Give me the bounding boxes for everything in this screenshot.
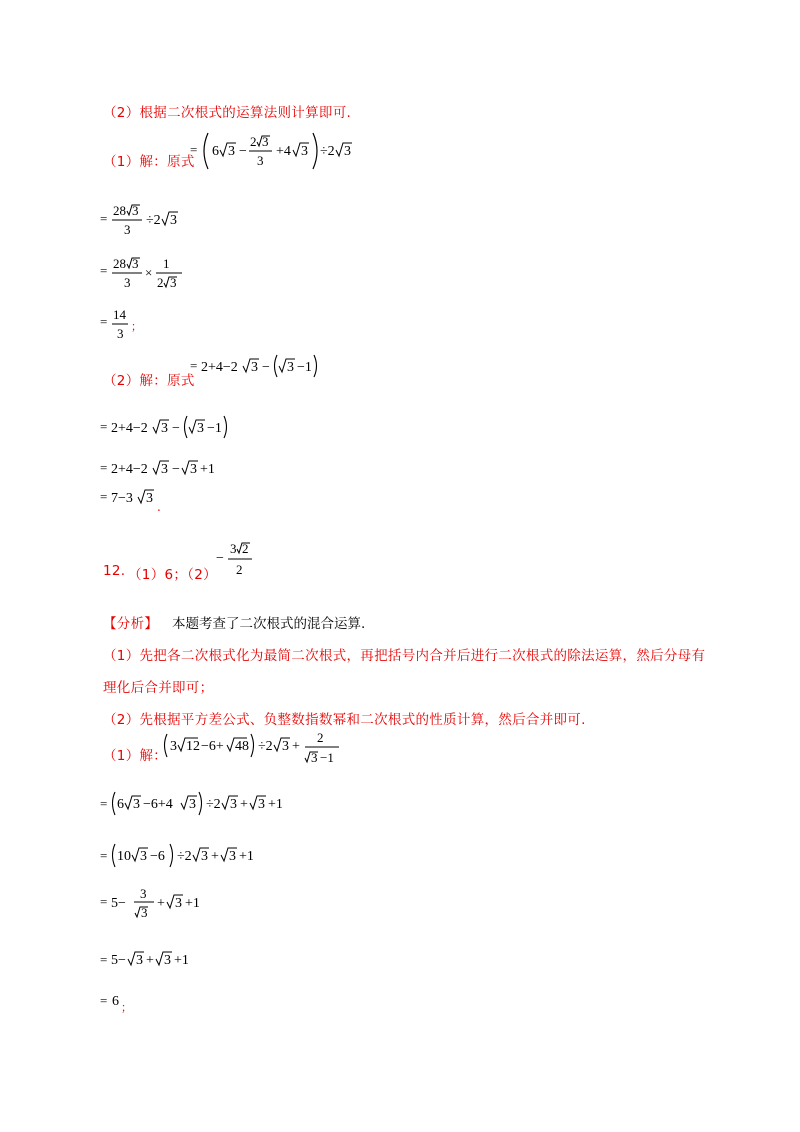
svg-text:−1: −1 (207, 421, 222, 436)
svg-text:3: 3 (133, 797, 140, 812)
solution-2-label: （2）解：原式 (103, 373, 195, 389)
svg-text:3: 3 (161, 462, 168, 477)
svg-text:3: 3 (140, 886, 147, 901)
equation-row (100, 454, 270, 482)
period: . (157, 500, 162, 514)
svg-text:2+4−2: 2+4−2 (111, 421, 148, 436)
svg-text:−: − (172, 421, 180, 436)
svg-text:3: 3 (140, 849, 147, 864)
svg-text:3: 3 (282, 739, 289, 754)
svg-text:=: = (190, 358, 198, 373)
svg-text:3: 3 (170, 275, 177, 290)
svg-text:2+4−2: 2+4−2 (201, 360, 238, 375)
svg-text:3: 3 (170, 213, 177, 228)
equation-row (100, 884, 240, 926)
svg-text:10: 10 (117, 849, 131, 864)
equation-row (216, 538, 276, 582)
svg-text:12: 12 (186, 739, 200, 754)
svg-text:+1: +1 (185, 896, 200, 911)
svg-text:3: 3 (132, 203, 139, 218)
equation-row (100, 255, 200, 295)
equation-row (188, 352, 338, 382)
svg-text:+: + (146, 953, 154, 968)
svg-text:3: 3 (230, 797, 237, 812)
svg-text:+: + (157, 896, 165, 911)
svg-text:3: 3 (124, 222, 131, 237)
svg-text:3: 3 (257, 153, 264, 168)
step-1-line-a: （1）先把各二次根式化为最简二次根式，再把括号内合并后进行二次根式的除法运算，然后分母有 (103, 648, 706, 664)
svg-text:−1: −1 (320, 750, 334, 765)
solution-1-label: （1）解：原式 (103, 154, 195, 170)
svg-text:3: 3 (258, 797, 265, 812)
svg-text:1: 1 (163, 256, 170, 271)
question-12-number: 12. (103, 563, 126, 579)
method-line-2: （2）根据二次根式的运算法则计算即可. (103, 105, 352, 121)
svg-text:2: 2 (236, 562, 243, 577)
svg-text:+: + (240, 797, 248, 812)
svg-text:3: 3 (230, 541, 237, 556)
svg-text:3: 3 (190, 462, 197, 477)
svg-text:2: 2 (157, 275, 164, 290)
svg-text:3: 3 (175, 896, 182, 911)
svg-text:3: 3 (170, 739, 177, 754)
svg-text:+: + (211, 849, 219, 864)
svg-text:−6+4: −6+4 (143, 797, 173, 812)
svg-text:÷2: ÷2 (146, 213, 161, 228)
svg-text:+1: +1 (239, 849, 254, 864)
svg-text:=: = (100, 460, 108, 475)
svg-text:+1: +1 (200, 462, 215, 477)
svg-text:−6: −6 (150, 849, 165, 864)
svg-text:3: 3 (311, 750, 318, 765)
equation-row (100, 413, 250, 443)
svg-text:+4: +4 (276, 144, 291, 159)
svg-text:3: 3 (141, 905, 148, 920)
svg-text:3: 3 (117, 326, 124, 341)
svg-text:7−3: 7−3 (111, 491, 133, 506)
equation-row (100, 789, 300, 819)
svg-text:+: + (292, 739, 300, 754)
svg-text:3: 3 (164, 953, 171, 968)
svg-text:48: 48 (235, 739, 249, 754)
equation-row (163, 730, 363, 776)
semicolon: ； (131, 320, 143, 333)
svg-text:−: − (216, 551, 224, 566)
svg-text:3: 3 (229, 849, 236, 864)
svg-text:2: 2 (242, 541, 249, 556)
svg-text:=: = (100, 263, 108, 278)
svg-text:3: 3 (132, 256, 139, 271)
svg-text:÷2: ÷2 (258, 739, 273, 754)
step-2-line: （2）先根据平方差公式、负整数指数幂和二次根式的性质计算，然后合并即可. (103, 712, 586, 728)
svg-text:28: 28 (113, 256, 126, 271)
svg-text:=: = (190, 142, 198, 157)
solution-label: （1）解： (103, 748, 168, 764)
equation-row (100, 483, 180, 511)
svg-text:÷2: ÷2 (177, 849, 192, 864)
svg-text:=: = (100, 489, 108, 504)
equation-row (100, 841, 300, 871)
svg-text:6: 6 (212, 144, 219, 159)
svg-text:3: 3 (146, 491, 153, 506)
svg-text:3: 3 (136, 953, 143, 968)
svg-text:3: 3 (124, 275, 131, 290)
svg-text:÷2: ÷2 (206, 797, 221, 812)
step-1-line-b: 理化后合并即可； (103, 680, 214, 696)
svg-text:3: 3 (189, 797, 196, 812)
svg-text:−: − (172, 462, 180, 477)
svg-text:3: 3 (301, 144, 308, 159)
svg-text:=: = (100, 894, 108, 909)
svg-text:6: 6 (117, 797, 124, 812)
svg-text:28: 28 (113, 203, 126, 218)
svg-text:14: 14 (113, 307, 126, 322)
svg-text:3: 3 (262, 134, 269, 149)
svg-text:=: = (100, 952, 108, 967)
svg-text:3: 3 (287, 360, 294, 375)
equation-row (100, 986, 140, 1014)
equation-row (100, 306, 160, 346)
svg-text:−1: −1 (297, 360, 312, 375)
svg-text:3: 3 (344, 144, 351, 159)
svg-text:=: = (100, 419, 108, 434)
svg-text:6: 6 (112, 994, 119, 1009)
question-12-answer: （1）6；（2） (128, 567, 217, 583)
svg-text:2: 2 (250, 134, 257, 149)
svg-text:=: = (100, 993, 108, 1008)
svg-text:3: 3 (197, 421, 204, 436)
svg-text:×: × (145, 265, 153, 280)
svg-text:2: 2 (317, 730, 324, 745)
svg-text:3: 3 (161, 421, 168, 436)
equation-row (100, 201, 200, 241)
svg-text:3: 3 (251, 360, 258, 375)
analysis-tag: 【分析】 (103, 616, 159, 632)
svg-text:−: − (262, 360, 270, 375)
analysis-text: 本题考查了二次根式的混合运算. (172, 616, 366, 632)
equation-row (188, 127, 378, 175)
svg-text:÷2: ÷2 (320, 144, 335, 159)
svg-text:=: = (100, 796, 108, 811)
svg-text:+1: +1 (268, 797, 283, 812)
svg-text:−6+: −6+ (201, 739, 224, 754)
svg-text:=: = (100, 314, 108, 329)
svg-text:−: − (239, 144, 247, 159)
svg-text:3: 3 (201, 849, 208, 864)
equation-row (100, 945, 240, 975)
svg-text:=: = (100, 848, 108, 863)
svg-text:3: 3 (228, 144, 235, 159)
svg-text:+1: +1 (174, 953, 189, 968)
svg-text:5−: 5− (111, 896, 126, 911)
semicolon: ； (121, 1001, 133, 1014)
svg-text:2+4−2: 2+4−2 (111, 462, 148, 477)
svg-text:5−: 5− (111, 953, 126, 968)
svg-text:=: = (100, 211, 108, 226)
